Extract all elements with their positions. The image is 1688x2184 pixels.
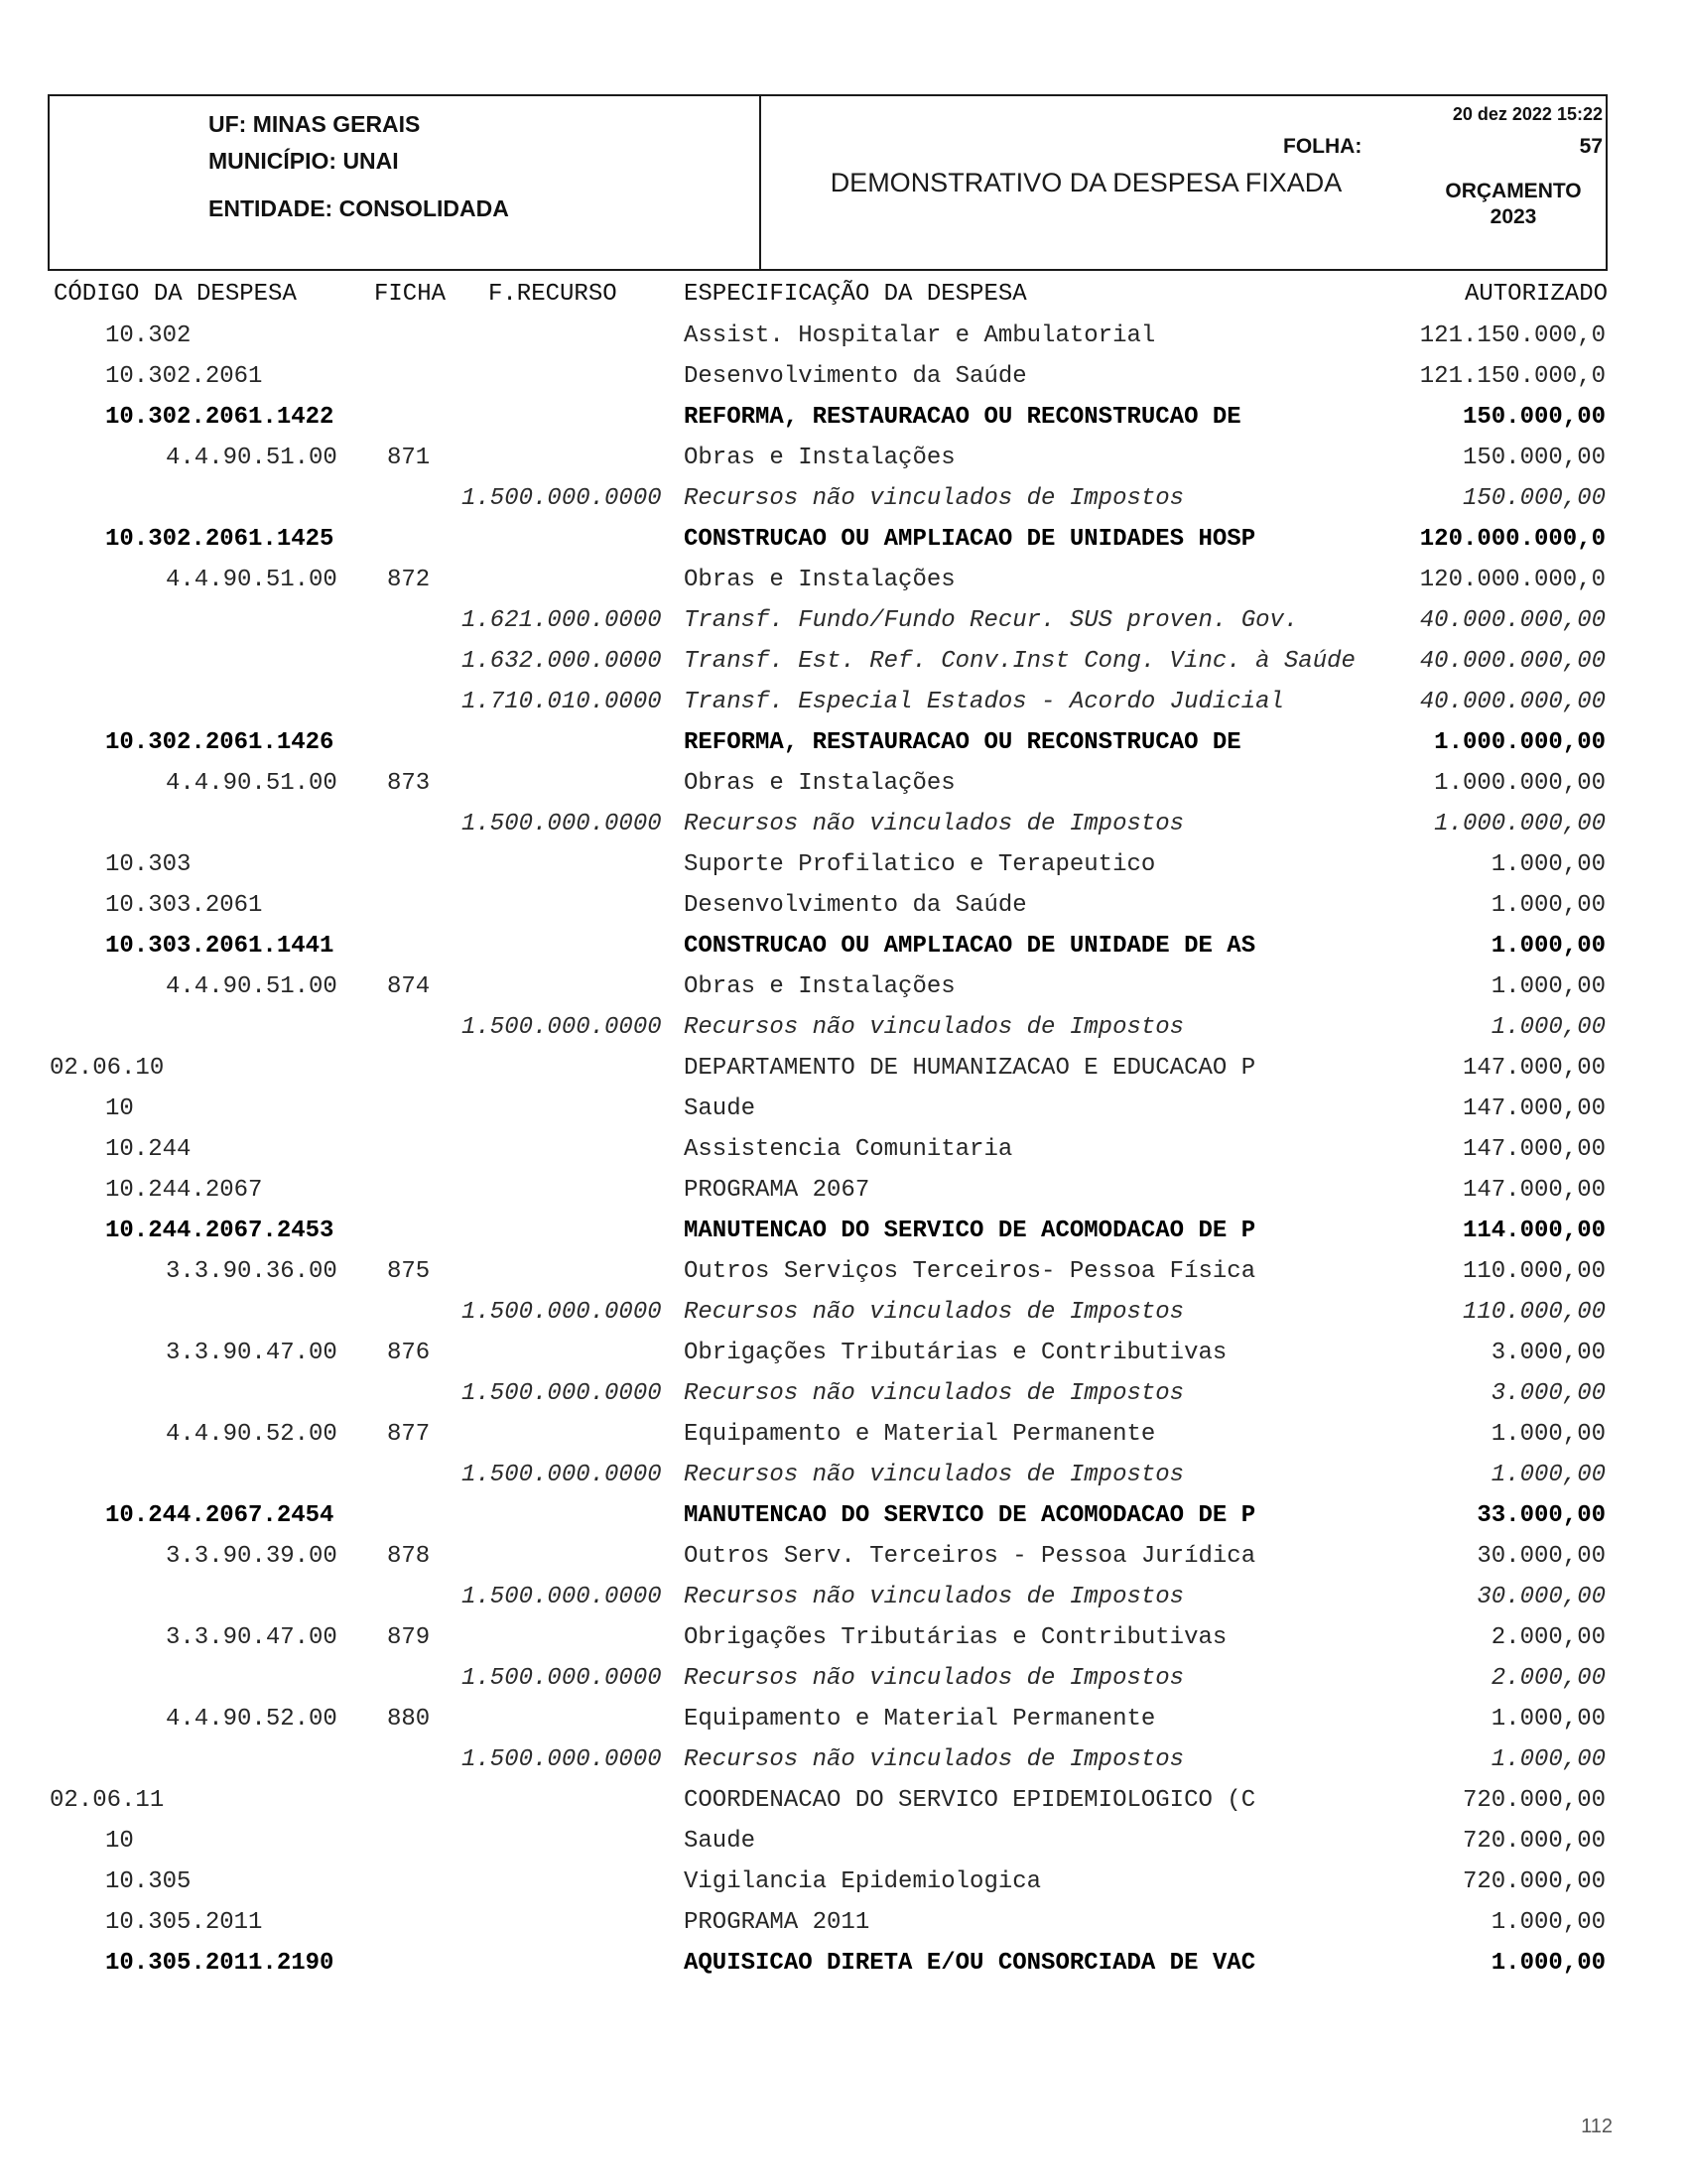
authorized-value: 121.150.000,0 bbox=[1419, 363, 1606, 390]
expense-description: Obrigações Tributárias e Contributivas bbox=[684, 1340, 1228, 1366]
expense-code: 10.244 bbox=[105, 1136, 192, 1163]
expense-description: MANUTENCAO DO SERVICO DE ACOMODACAO DE P bbox=[684, 1218, 1256, 1244]
expense-code: 10.305.2011 bbox=[105, 1909, 263, 1936]
table-row bbox=[48, 926, 1609, 966]
expense-description: Obras e Instalações bbox=[684, 770, 956, 797]
expense-description: Equipamento e Material Permanente bbox=[684, 1421, 1156, 1448]
expense-code: 10.302.2061 bbox=[105, 363, 263, 390]
expense-description: Desenvolvimento da Saúde bbox=[684, 363, 1027, 390]
expense-description: Obrigações Tributárias e Contributivas bbox=[684, 1624, 1228, 1651]
table-row bbox=[48, 560, 1609, 600]
table-row bbox=[48, 1211, 1609, 1251]
table-row bbox=[48, 1455, 1609, 1495]
page-number: 112 bbox=[1581, 2116, 1613, 2137]
authorized-value: 2.000,00 bbox=[1491, 1624, 1606, 1651]
expense-code: 10 bbox=[105, 1828, 134, 1855]
column-header-codigo: CÓDIGO DA DESPESA bbox=[54, 281, 297, 308]
table-row bbox=[48, 600, 1609, 641]
expense-description: Vigilancia Epidemiologica bbox=[684, 1868, 1042, 1895]
expense-description: Recursos não vinculados de Impostos bbox=[684, 1299, 1185, 1326]
expense-code: 4.4.90.52.00 bbox=[166, 1421, 337, 1448]
expense-code: 02.06.11 bbox=[50, 1787, 165, 1814]
expense-description: Recursos não vinculados de Impostos bbox=[684, 1584, 1185, 1610]
expense-code: 10.303.2061.1441 bbox=[105, 933, 334, 960]
funding-source-code: 1.621.000.0000 bbox=[461, 607, 662, 634]
ficha-number: 873 bbox=[387, 770, 431, 797]
table-row bbox=[48, 1699, 1609, 1739]
ficha-number: 874 bbox=[387, 973, 431, 1000]
authorized-value: 2.000,00 bbox=[1491, 1665, 1606, 1692]
funding-source-code: 1.710.010.0000 bbox=[461, 689, 662, 715]
table-row bbox=[48, 1333, 1609, 1373]
table-row bbox=[48, 1129, 1609, 1170]
column-header-ficha: FICHA bbox=[374, 281, 447, 308]
expense-code: 3.3.90.39.00 bbox=[166, 1543, 337, 1570]
authorized-value: 40.000.000,00 bbox=[1419, 689, 1606, 715]
table-row bbox=[48, 519, 1609, 560]
expense-code: 3.3.90.47.00 bbox=[166, 1624, 337, 1651]
expense-description: Transf. Est. Ref. Conv.Inst Cong. Vinc. à Saúde bbox=[684, 648, 1356, 675]
authorized-value: 3.000,00 bbox=[1491, 1380, 1606, 1407]
column-header-especificacao: ESPECIFICAÇÃO DA DESPESA bbox=[684, 281, 1027, 308]
expense-description: Obras e Instalações bbox=[684, 445, 956, 471]
expense-description: REFORMA, RESTAURACAO OU RECONSTRUCAO DE bbox=[684, 729, 1241, 756]
authorized-value: 110.000,00 bbox=[1462, 1299, 1606, 1326]
table-row bbox=[48, 316, 1609, 356]
authorized-value: 1.000,00 bbox=[1491, 1746, 1606, 1773]
table-row bbox=[48, 1089, 1609, 1129]
expense-code: 10.302.2061.1426 bbox=[105, 729, 334, 756]
expense-code: 10 bbox=[105, 1095, 134, 1122]
expense-description: Recursos não vinculados de Impostos bbox=[684, 485, 1185, 512]
authorized-value: 147.000,00 bbox=[1462, 1177, 1606, 1204]
authorized-value: 1.000,00 bbox=[1491, 933, 1606, 960]
expense-code: 4.4.90.51.00 bbox=[166, 973, 337, 1000]
authorized-value: 1.000,00 bbox=[1491, 1421, 1606, 1448]
table-row bbox=[48, 1902, 1609, 1943]
expense-description: Recursos não vinculados de Impostos bbox=[684, 1665, 1185, 1692]
authorized-value: 120.000.000,0 bbox=[1419, 567, 1606, 593]
table-row bbox=[48, 1739, 1609, 1780]
table-row bbox=[48, 1780, 1609, 1821]
expense-code: 4.4.90.51.00 bbox=[166, 770, 337, 797]
table-row bbox=[48, 478, 1609, 519]
expense-description: Assist. Hospitalar e Ambulatorial bbox=[684, 322, 1156, 349]
funding-source-code: 1.500.000.0000 bbox=[461, 811, 662, 837]
expense-description: Transf. Especial Estados - Acordo Judicial bbox=[684, 689, 1284, 715]
funding-source-code: 1.500.000.0000 bbox=[461, 1462, 662, 1488]
orcamento-label: ORÇAMENTO bbox=[1445, 180, 1582, 202]
funding-source-code: 1.632.000.0000 bbox=[461, 648, 662, 675]
expense-description: Saude bbox=[684, 1828, 756, 1855]
table-row bbox=[48, 1658, 1609, 1699]
expense-code: 4.4.90.51.00 bbox=[166, 445, 337, 471]
table-row bbox=[48, 1617, 1609, 1658]
authorized-value: 1.000,00 bbox=[1491, 1950, 1606, 1977]
table-row bbox=[48, 1292, 1609, 1333]
expense-description: Saude bbox=[684, 1095, 756, 1122]
table-row bbox=[48, 804, 1609, 844]
expense-description: Recursos não vinculados de Impostos bbox=[684, 1462, 1185, 1488]
table-row bbox=[48, 397, 1609, 438]
table-row bbox=[48, 763, 1609, 804]
table-row bbox=[48, 885, 1609, 926]
expense-description: PROGRAMA 2067 bbox=[684, 1177, 870, 1204]
authorized-value: 1.000.000,00 bbox=[1434, 811, 1606, 837]
funding-source-code: 1.500.000.0000 bbox=[461, 1584, 662, 1610]
authorized-value: 120.000.000,0 bbox=[1419, 526, 1606, 553]
expense-description: Outros Serv. Terceiros - Pessoa Jurídica bbox=[684, 1543, 1256, 1570]
expense-code: 4.4.90.52.00 bbox=[166, 1706, 337, 1733]
authorized-value: 147.000,00 bbox=[1462, 1055, 1606, 1082]
ficha-number: 879 bbox=[387, 1624, 431, 1651]
authorized-value: 40.000.000,00 bbox=[1419, 648, 1606, 675]
table-row bbox=[48, 722, 1609, 763]
expense-description: PROGRAMA 2011 bbox=[684, 1909, 870, 1936]
expense-code: 10.303.2061 bbox=[105, 892, 263, 919]
folha-label: FOLHA: bbox=[1283, 135, 1363, 158]
entidade-label: ENTIDADE: CONSOLIDADA bbox=[208, 195, 509, 221]
authorized-value: 1.000,00 bbox=[1491, 1014, 1606, 1041]
authorized-value: 720.000,00 bbox=[1462, 1828, 1606, 1855]
authorized-value: 110.000,00 bbox=[1462, 1258, 1606, 1285]
authorized-value: 147.000,00 bbox=[1462, 1136, 1606, 1163]
table-row bbox=[48, 1577, 1609, 1617]
authorized-value: 1.000.000,00 bbox=[1434, 770, 1606, 797]
authorized-value: 720.000,00 bbox=[1462, 1787, 1606, 1814]
authorized-value: 720.000,00 bbox=[1462, 1868, 1606, 1895]
expense-code: 10.305 bbox=[105, 1868, 192, 1895]
table-row bbox=[48, 1862, 1609, 1902]
authorized-value: 1.000,00 bbox=[1491, 892, 1606, 919]
authorized-value: 150.000,00 bbox=[1462, 404, 1606, 431]
expense-description: CONSTRUCAO OU AMPLIACAO DE UNIDADE DE AS bbox=[684, 933, 1256, 960]
table-row bbox=[48, 1821, 1609, 1862]
column-header-frecurso: F.RECURSO bbox=[488, 281, 617, 308]
funding-source-code: 1.500.000.0000 bbox=[461, 1014, 662, 1041]
expense-description: AQUISICAO DIRETA E/OU CONSORCIADA DE VAC bbox=[684, 1950, 1256, 1977]
expense-description: CONSTRUCAO OU AMPLIACAO DE UNIDADES HOSP bbox=[684, 526, 1256, 553]
table-row bbox=[48, 682, 1609, 722]
authorized-value: 30.000,00 bbox=[1477, 1543, 1606, 1570]
expense-description: Recursos não vinculados de Impostos bbox=[684, 811, 1185, 837]
orcamento-block bbox=[1424, 179, 1603, 230]
expense-code: 3.3.90.36.00 bbox=[166, 1258, 337, 1285]
expense-description: Recursos não vinculados de Impostos bbox=[684, 1746, 1185, 1773]
table-row bbox=[48, 438, 1609, 478]
print-datetime: 20 dez 2022 15:22 bbox=[1452, 104, 1603, 124]
authorized-value: 1.000.000,00 bbox=[1434, 729, 1606, 756]
folha-number: 57 bbox=[1579, 135, 1603, 158]
report-header-entity-block bbox=[50, 96, 761, 269]
report-meta-block bbox=[1283, 104, 1603, 230]
table-row bbox=[48, 1007, 1609, 1048]
expense-code: 4.4.90.51.00 bbox=[166, 567, 337, 593]
expense-code: 10.305.2011.2190 bbox=[105, 1950, 334, 1977]
expense-description: Recursos não vinculados de Impostos bbox=[684, 1014, 1185, 1041]
table-row bbox=[48, 844, 1609, 885]
funding-source-code: 1.500.000.0000 bbox=[461, 1299, 662, 1326]
report-header bbox=[48, 94, 1608, 271]
report-header-title-block bbox=[761, 96, 1606, 269]
expense-description: COORDENACAO DO SERVICO EPIDEMIOLOGICO (C bbox=[684, 1787, 1256, 1814]
expense-description: REFORMA, RESTAURACAO OU RECONSTRUCAO DE bbox=[684, 404, 1241, 431]
funding-source-code: 1.500.000.0000 bbox=[461, 1746, 662, 1773]
authorized-value: 40.000.000,00 bbox=[1419, 607, 1606, 634]
funding-source-code: 1.500.000.0000 bbox=[461, 485, 662, 512]
authorized-value: 3.000,00 bbox=[1491, 1340, 1606, 1366]
uf-label: UF: MINAS GERAIS bbox=[208, 111, 421, 137]
ficha-number: 876 bbox=[387, 1340, 431, 1366]
municipio-label: MUNICÍPIO: UNAI bbox=[208, 148, 399, 174]
expense-description: Assistencia Comunitaria bbox=[684, 1136, 1013, 1163]
table-row bbox=[48, 1536, 1609, 1577]
authorized-value: 33.000,00 bbox=[1477, 1502, 1606, 1529]
ficha-number: 875 bbox=[387, 1258, 431, 1285]
authorized-value: 1.000,00 bbox=[1491, 1462, 1606, 1488]
table-row bbox=[48, 1373, 1609, 1414]
expense-description: Suporte Profilatico e Terapeutico bbox=[684, 851, 1156, 878]
expense-code: 10.302 bbox=[105, 322, 192, 349]
expense-code: 3.3.90.47.00 bbox=[166, 1340, 337, 1366]
authorized-value: 121.150.000,0 bbox=[1419, 322, 1606, 349]
expense-code: 02.06.10 bbox=[50, 1055, 165, 1082]
expense-description: Outros Serviços Terceiros- Pessoa Física bbox=[684, 1258, 1256, 1285]
ficha-number: 878 bbox=[387, 1543, 431, 1570]
authorized-value: 1.000,00 bbox=[1491, 973, 1606, 1000]
expense-table-body bbox=[48, 316, 1609, 1984]
ficha-number: 880 bbox=[387, 1706, 431, 1733]
expense-description: Obras e Instalações bbox=[684, 973, 956, 1000]
table-row bbox=[48, 1943, 1609, 1984]
expense-code: 10.303 bbox=[105, 851, 192, 878]
table-row bbox=[48, 1251, 1609, 1292]
orcamento-year: 2023 bbox=[1490, 205, 1537, 228]
ficha-number: 871 bbox=[387, 445, 431, 471]
expense-description: DEPARTAMENTO DE HUMANIZACAO E EDUCACAO P bbox=[684, 1055, 1256, 1082]
expense-code: 10.302.2061.1425 bbox=[105, 526, 334, 553]
folha-row bbox=[1283, 135, 1603, 159]
table-row bbox=[48, 1048, 1609, 1089]
table-row bbox=[48, 966, 1609, 1007]
expense-description: MANUTENCAO DO SERVICO DE ACOMODACAO DE P bbox=[684, 1502, 1256, 1529]
report-title: DEMONSTRATIVO DA DESPESA FIXADA bbox=[830, 167, 1343, 197]
authorized-value: 114.000,00 bbox=[1462, 1218, 1606, 1244]
funding-source-code: 1.500.000.0000 bbox=[461, 1380, 662, 1407]
authorized-value: 1.000,00 bbox=[1491, 851, 1606, 878]
expense-code: 10.302.2061.1422 bbox=[105, 404, 334, 431]
ficha-number: 872 bbox=[387, 567, 431, 593]
expense-description: Obras e Instalações bbox=[684, 567, 956, 593]
expense-code: 10.244.2067.2453 bbox=[105, 1218, 334, 1244]
table-row bbox=[48, 356, 1609, 397]
authorized-value: 147.000,00 bbox=[1462, 1095, 1606, 1122]
authorized-value: 30.000,00 bbox=[1477, 1584, 1606, 1610]
funding-source-code: 1.500.000.0000 bbox=[461, 1665, 662, 1692]
table-row bbox=[48, 641, 1609, 682]
expense-code: 10.244.2067.2454 bbox=[105, 1502, 334, 1529]
authorized-value: 150.000,00 bbox=[1462, 445, 1606, 471]
table-row bbox=[48, 1170, 1609, 1211]
expense-description: Equipamento e Material Permanente bbox=[684, 1706, 1156, 1733]
ficha-number: 877 bbox=[387, 1421, 431, 1448]
expense-description: Desenvolvimento da Saúde bbox=[684, 892, 1027, 919]
column-header-autorizado: AUTORIZADO bbox=[1464, 281, 1608, 308]
authorized-value: 1.000,00 bbox=[1491, 1909, 1606, 1936]
authorized-value: 1.000,00 bbox=[1491, 1706, 1606, 1733]
authorized-value: 150.000,00 bbox=[1462, 485, 1606, 512]
expense-code: 10.244.2067 bbox=[105, 1177, 263, 1204]
expense-description: Transf. Fundo/Fundo Recur. SUS proven. Gov. bbox=[684, 607, 1299, 634]
expense-description: Recursos não vinculados de Impostos bbox=[684, 1380, 1185, 1407]
table-row bbox=[48, 1495, 1609, 1536]
table-row bbox=[48, 1414, 1609, 1455]
